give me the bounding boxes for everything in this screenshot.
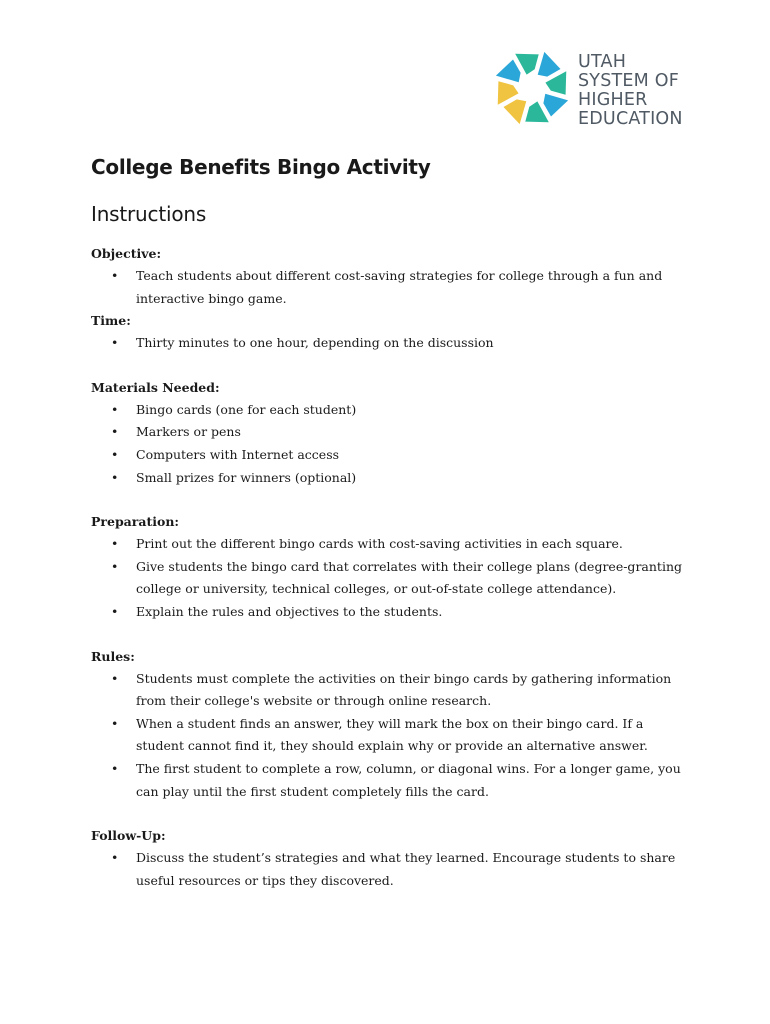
logo-blade-shape [543,94,568,117]
preparation-list [91,533,691,623]
list-item [91,556,691,601]
list-item [91,332,691,355]
list-item [91,758,691,803]
list-item [91,467,691,490]
list-item-text: Computers with Internet access [136,446,340,462]
list-item-text: Thirty minutes to one hour, depending on the discussion [136,335,494,351]
list-item-text: Bingo cards (one for each student) [136,401,357,417]
list-item-text: Give students the bingo card that correlates with their college plans (degree-granting college or university, technical colleges, or out-of-state college attendance). [136,558,682,597]
list-item-text: Students must complete the activities on their bingo cards by gathering information from their college's website or through online research. [136,670,672,709]
list-item [91,668,691,713]
bullet-icon: • [111,446,119,462]
followup-heading: Follow-Up: [91,828,166,844]
list-item [91,847,691,892]
list-item [91,421,691,444]
list-item-text: Discuss the student’s strategies and what they learned. Encourage students to share useful resources or tips they discovered. [136,850,676,888]
logo-wordmark [578,53,683,129]
list-item [91,444,691,467]
logo-line-4: EDUCATION [578,109,683,129]
pinwheel-logo-icon [494,47,570,129]
logo-blade-shape [496,60,521,83]
list-item-text: Print out the different bingo cards with cost-saving activities in each square. [136,536,623,552]
list-item-text: Explain the rules and objectives to the students. [136,603,443,619]
list-item-text: Small prizes for winners (optional) [136,469,357,485]
bullet-icon: • [111,603,119,619]
logo-line-3: HIGHER [578,90,648,110]
list-item [91,601,691,624]
list-item [91,713,691,758]
list-item-text: Markers or pens [136,424,241,440]
instructions-body [91,243,691,892]
preparation-heading: Preparation: [91,514,180,530]
list-item [91,533,691,556]
objective-list [91,265,691,310]
time-list [91,332,691,355]
time-heading: Time: [91,313,131,329]
list-item [91,399,691,422]
rules-heading: Rules: [91,648,135,664]
rules-list [91,668,691,804]
bullet-icon: • [111,469,119,485]
logo-line-2: SYSTEM OF [578,71,679,91]
ushe-logo [494,47,694,129]
document-title: College Benefits Bingo Activity [91,155,431,179]
bullet-icon: • [111,760,119,776]
logo-line-1: UTAH [578,52,627,72]
list-item [91,265,691,310]
bullet-icon: • [111,335,119,351]
section-title-instructions: Instructions [91,202,207,226]
list-item-text: Teach students about different cost-saving strategies for college through a fun and interactive bingo game. [136,268,663,306]
bullet-icon: • [111,268,119,283]
list-item-text: The first student to complete a row, column, or diagonal wins. For a longer game, you can play until the first student completely fills the card. [136,760,681,799]
logo-blade-shape [538,52,561,77]
bullet-icon: • [111,558,119,574]
bullet-icon: • [111,401,119,417]
list-item-text: When a student finds an answer, they will mark the box on their bingo card. If a student cannot find it, they should explain why or provide an alternative answer. [136,715,648,754]
bullet-icon: • [111,715,119,731]
objective-heading: Objective: [91,246,162,261]
materials-heading: Materials Needed: [91,379,220,395]
followup-list [91,847,691,892]
logo-blade-shape [504,99,527,124]
materials-list [91,399,691,489]
bullet-icon: • [111,850,119,866]
bullet-icon: • [111,536,119,552]
bullet-icon: • [111,424,119,440]
bullet-icon: • [111,670,119,686]
